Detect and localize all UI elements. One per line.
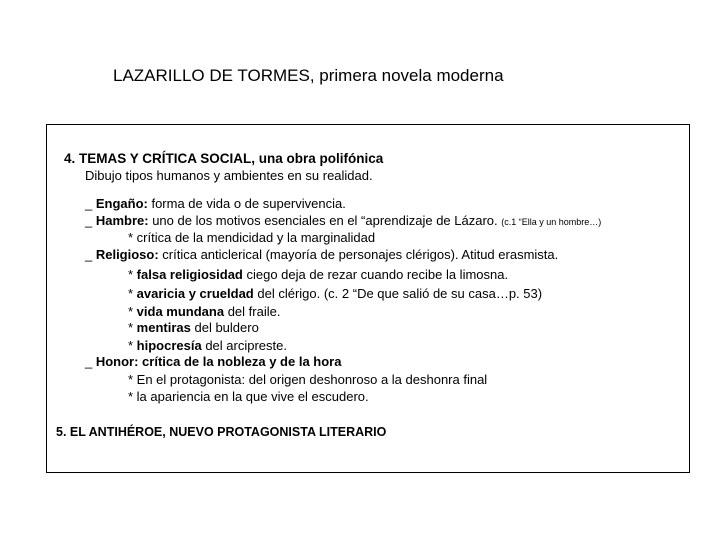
item-text: del buldero [190,320,259,335]
theme-label: Engaño: [95,196,148,211]
bullet: * [128,286,137,301]
religioso-item [128,304,280,320]
title-rest: , primera novela moderna [309,66,504,85]
item-bold: avaricia y crueldad [136,286,254,301]
bullet: * [128,320,137,335]
section-4-heading: 4. TEMAS Y CRÍTICA SOCIAL, una obra polifónica [64,151,384,166]
title-main: LAZARILLO DE TORMES [113,66,310,85]
slide-title [113,66,504,86]
religioso-item [128,338,287,354]
section-5-heading: 5. EL ANTIHÉROE, NUEVO PROTAGONISTA LITERARIO [56,425,387,439]
hambre-subitem: * crítica de la mendicidad y la marginalidad [128,230,376,245]
section-4-intro: Dibujo tipos humanos y ambientes en su realidad. [85,168,373,183]
theme-label: Religioso: [95,247,159,262]
theme-religioso [85,247,558,263]
item-bold: vida mundana [136,304,225,319]
theme-hambre [85,213,601,230]
theme-prefix: _ [85,213,96,228]
bullet: * [128,338,137,353]
item-text: del fraile. [224,304,281,319]
bullet: * [128,267,137,282]
item-bold: mentiras [136,320,191,335]
honor-item: * la apariencia en la que vive el escudero. [128,389,369,404]
theme-honor [85,354,341,370]
theme-prefix: _ [85,354,96,369]
theme-note: (c.1 “Ella y un hombre…) [501,217,602,227]
theme-text: uno de los motivos esenciales en el “aprendizaje de Lázaro. [148,213,502,228]
theme-label: Honor: crítica de la nobleza y de la hora [95,354,342,369]
item-bold: hipocresía [136,338,202,353]
theme-text: forma de vida o de supervivencia. [147,196,346,211]
item-bold: falsa religiosidad [136,267,243,282]
theme-engano [85,196,346,212]
religioso-item [128,320,259,336]
theme-prefix: _ [85,196,96,211]
honor-item: * En el protagonista: del origen deshonroso a la deshonra final [128,372,488,387]
religioso-item [128,286,542,302]
item-text: del arcipreste. [201,338,287,353]
theme-label: Hambre: [95,213,149,228]
religioso-item [128,267,508,283]
theme-prefix: _ [85,247,96,262]
item-text: ciego deja de rezar cuando recibe la limosna. [242,267,509,282]
bullet: * [128,304,137,319]
item-text: del clérigo. (c. 2 “De que salió de su casa…p. 53) [253,286,543,301]
theme-text: crítica anticlerical (mayoría de personajes clérigos). Atitud erasmista. [158,247,559,262]
